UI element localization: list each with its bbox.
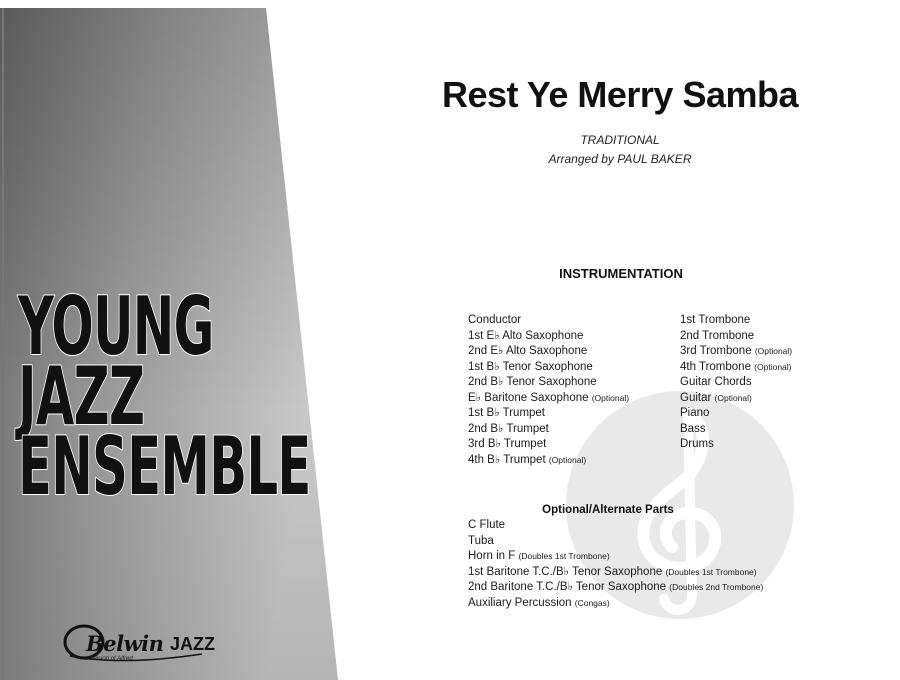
list-item: 2nd B♭ Tenor Saxophone: [468, 376, 597, 388]
instrument-list-left: [468, 313, 629, 468]
optional-note: (Optional): [754, 346, 793, 356]
list-item: Conductor: [468, 314, 522, 326]
list-item: 1st B♭ Trumpet: [468, 407, 546, 419]
list-item: 4th Trombone (Optional): [680, 360, 792, 373]
list-item: 1st B♭ Tenor Saxophone: [468, 360, 593, 373]
list-item: 3rd B♭ Trumpet: [468, 438, 547, 450]
doubling-note: (Doubles 2nd Trombone): [669, 582, 764, 592]
list-item: Auxiliary Percussion (Congas): [468, 596, 610, 609]
list-item: E♭ Baritone Saxophone (Optional): [468, 391, 630, 404]
series-title-line: ENSEMBLE: [18, 420, 311, 513]
logo-jazz-tag: JAZZ: [170, 634, 215, 654]
list-item: 2nd E♭ Alto Saxophone: [468, 345, 588, 357]
list-item: 1st Trombone: [680, 314, 751, 326]
instrument-list-right: [680, 313, 792, 453]
list-item: 3rd Trombone (Optional): [680, 345, 793, 357]
list-item: 2nd Trombone: [680, 329, 755, 342]
list-item: 2nd Baritone T.C./B♭ Tenor Saxophone (Doubles 2nd Trombone): [468, 581, 764, 593]
list-item: Guitar (Optional): [680, 391, 752, 404]
alternate-parts-heading: Optional/Alternate Parts: [542, 504, 674, 516]
doubling-note: (Doubles 1st Trombone): [665, 566, 757, 577]
piece-title: Rest Ye Merry Samba: [441, 74, 799, 115]
list-item: Horn in F (Doubles 1st Trombone): [468, 550, 610, 562]
optional-note: (Optional): [754, 361, 792, 372]
arranger-credit: Arranged by PAUL BAKER: [548, 152, 692, 166]
list-item: Piano: [680, 407, 710, 419]
composer-credit: TRADITIONAL: [580, 133, 660, 147]
list-item: Tuba: [468, 534, 494, 547]
instrumentation-heading: INSTRUMENTATION: [559, 266, 683, 281]
series-title: [18, 280, 311, 513]
list-item: Guitar Chords: [680, 376, 752, 388]
logo-wordmark: Belwin: [86, 631, 164, 656]
optional-note: (Optional): [591, 392, 630, 403]
list-item: Bass: [680, 422, 706, 435]
list-item: 1st E♭ Alto Saxophone: [468, 329, 584, 342]
series-title-line: YOUNG: [18, 280, 214, 373]
logo-subtitle: a division of Alfred: [84, 656, 133, 662]
list-item: 1st Baritone T.C./B♭ Tenor Saxophone (Doubles 1st Trombone): [468, 565, 757, 578]
list-item: 2nd B♭ Trumpet: [468, 422, 549, 435]
list-item: 4th B♭ Trumpet (Optional): [468, 453, 587, 466]
doubling-note: (Congas): [574, 597, 610, 608]
cover-panel: [0, 0, 340, 680]
doubling-note: (Doubles 1st Trombone): [518, 551, 610, 561]
list-item: C Flute: [468, 519, 506, 531]
optional-note: (Optional): [714, 392, 752, 403]
list-item: Drums: [680, 438, 714, 450]
optional-note: (Optional): [548, 454, 587, 465]
alternate-parts-list: [468, 518, 763, 611]
series-title-line: JAZZ: [18, 350, 145, 443]
publisher-logo: [62, 622, 242, 668]
